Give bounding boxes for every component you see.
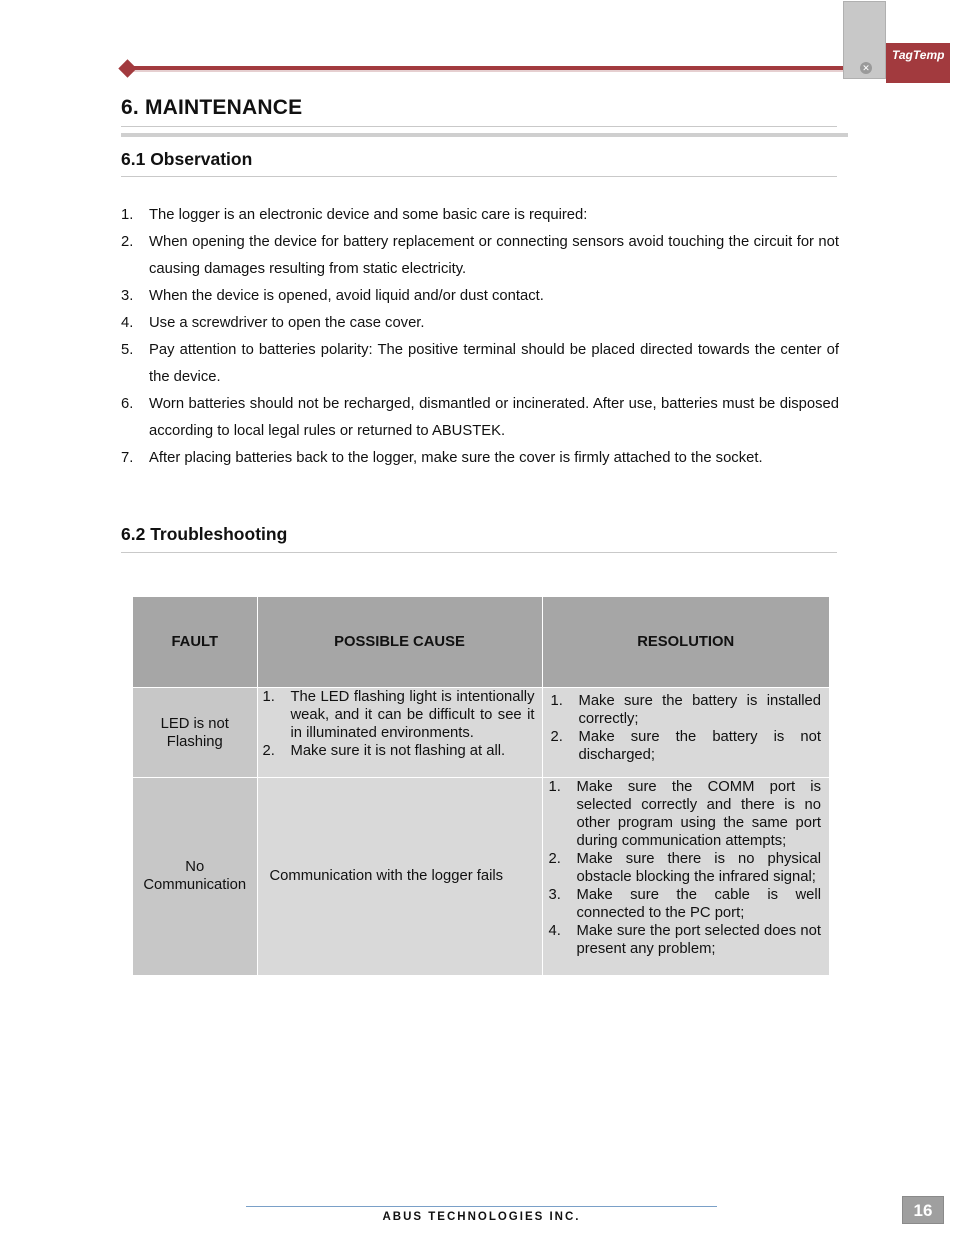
resolution-cell	[542, 688, 829, 778]
section-rule	[121, 126, 837, 127]
resolution-cell	[542, 778, 829, 975]
troubleshooting-title: 6.2 Troubleshooting	[121, 524, 288, 544]
observation-list	[121, 202, 839, 472]
header-rule-shadow	[128, 70, 843, 72]
list-item: 7. After placing batteries back to the logger, make sure the cover is firmly attached to the socket.	[121, 450, 763, 466]
list-item: 1. The logger is an electronic device and some basic care is required:	[121, 207, 588, 223]
fault-text: LED is not	[160, 715, 229, 732]
resolution-list	[551, 692, 822, 764]
resolution-list	[549, 778, 822, 958]
list-item: 1. Make sure the COMM port is selected correctly and there is no other program using the same port during communication attempts;	[548, 779, 821, 849]
list-item: 1. Make sure the battery is installed correctly;	[550, 693, 821, 727]
list-item: 3. When the device is opened, avoid liquid and/or dust contact.	[121, 288, 544, 304]
list-item: 2. Make sure there is no physical obstacle blocking the infrared signal;	[548, 851, 821, 885]
troubleshooting-table	[133, 597, 829, 975]
fault-text: No	[185, 859, 205, 876]
list-item: 2. Make sure the battery is not discharged;	[550, 729, 821, 763]
observation-rule	[121, 176, 837, 177]
list-item: 5. Pay attention to batteries polarity: The positive terminal should be placed directed towards the center of the device.	[121, 342, 839, 385]
fault-cell	[133, 778, 257, 975]
page-number: 16	[902, 1196, 944, 1224]
section-rule-thick	[121, 133, 848, 137]
column-header-fault: FAULT	[133, 597, 257, 688]
footer-company: ABUS TECHNOLOGIES INC.	[382, 1211, 581, 1223]
list-item: 4. Make sure the port selected does not present any problem;	[548, 923, 821, 957]
list-item: 1. The LED flashing light is intentionally weak, and it can be difficult to see it in illuminated environments.	[262, 689, 535, 741]
brand-badge: TagTemp	[886, 43, 950, 83]
list-item: 2. Make sure it is not flashing at all.	[262, 743, 506, 759]
diamond-icon	[118, 59, 136, 77]
column-header-resolution: RESOLUTION	[542, 597, 829, 688]
section-title: 6. MAINTENANCE	[121, 96, 303, 119]
list-item: 2. When opening the device for battery replacement or connecting sensors avoid touching the circuit for not causing damages resulting from static electricity.	[121, 234, 839, 277]
table-row	[133, 688, 829, 778]
table-header-row	[133, 597, 829, 688]
cause-list	[263, 688, 535, 760]
cause-cell	[257, 688, 542, 778]
cause-text: Communication with the logger fails	[269, 868, 504, 885]
list-item: 3. Make sure the cable is well connected to the PC port;	[548, 887, 821, 921]
troubleshooting-rule	[121, 552, 837, 553]
column-header-cause: POSSIBLE CAUSE	[257, 597, 542, 688]
fault-text: Flashing	[166, 733, 223, 750]
list-item: 4. Use a screwdriver to open the case cover.	[121, 315, 425, 331]
list-item: 6. Worn batteries should not be recharged, dismantled or incinerated. After use, batteries must be disposed according to local legal rules or returned to ABUSTEK.	[121, 396, 839, 439]
fault-text: Communication	[143, 877, 247, 894]
fault-cell	[133, 688, 257, 778]
observation-title: 6.1 Observation	[121, 149, 253, 169]
table-row	[133, 778, 829, 975]
cause-cell	[257, 778, 542, 975]
close-icon: ✕	[860, 62, 872, 74]
footer-rule	[246, 1206, 717, 1207]
